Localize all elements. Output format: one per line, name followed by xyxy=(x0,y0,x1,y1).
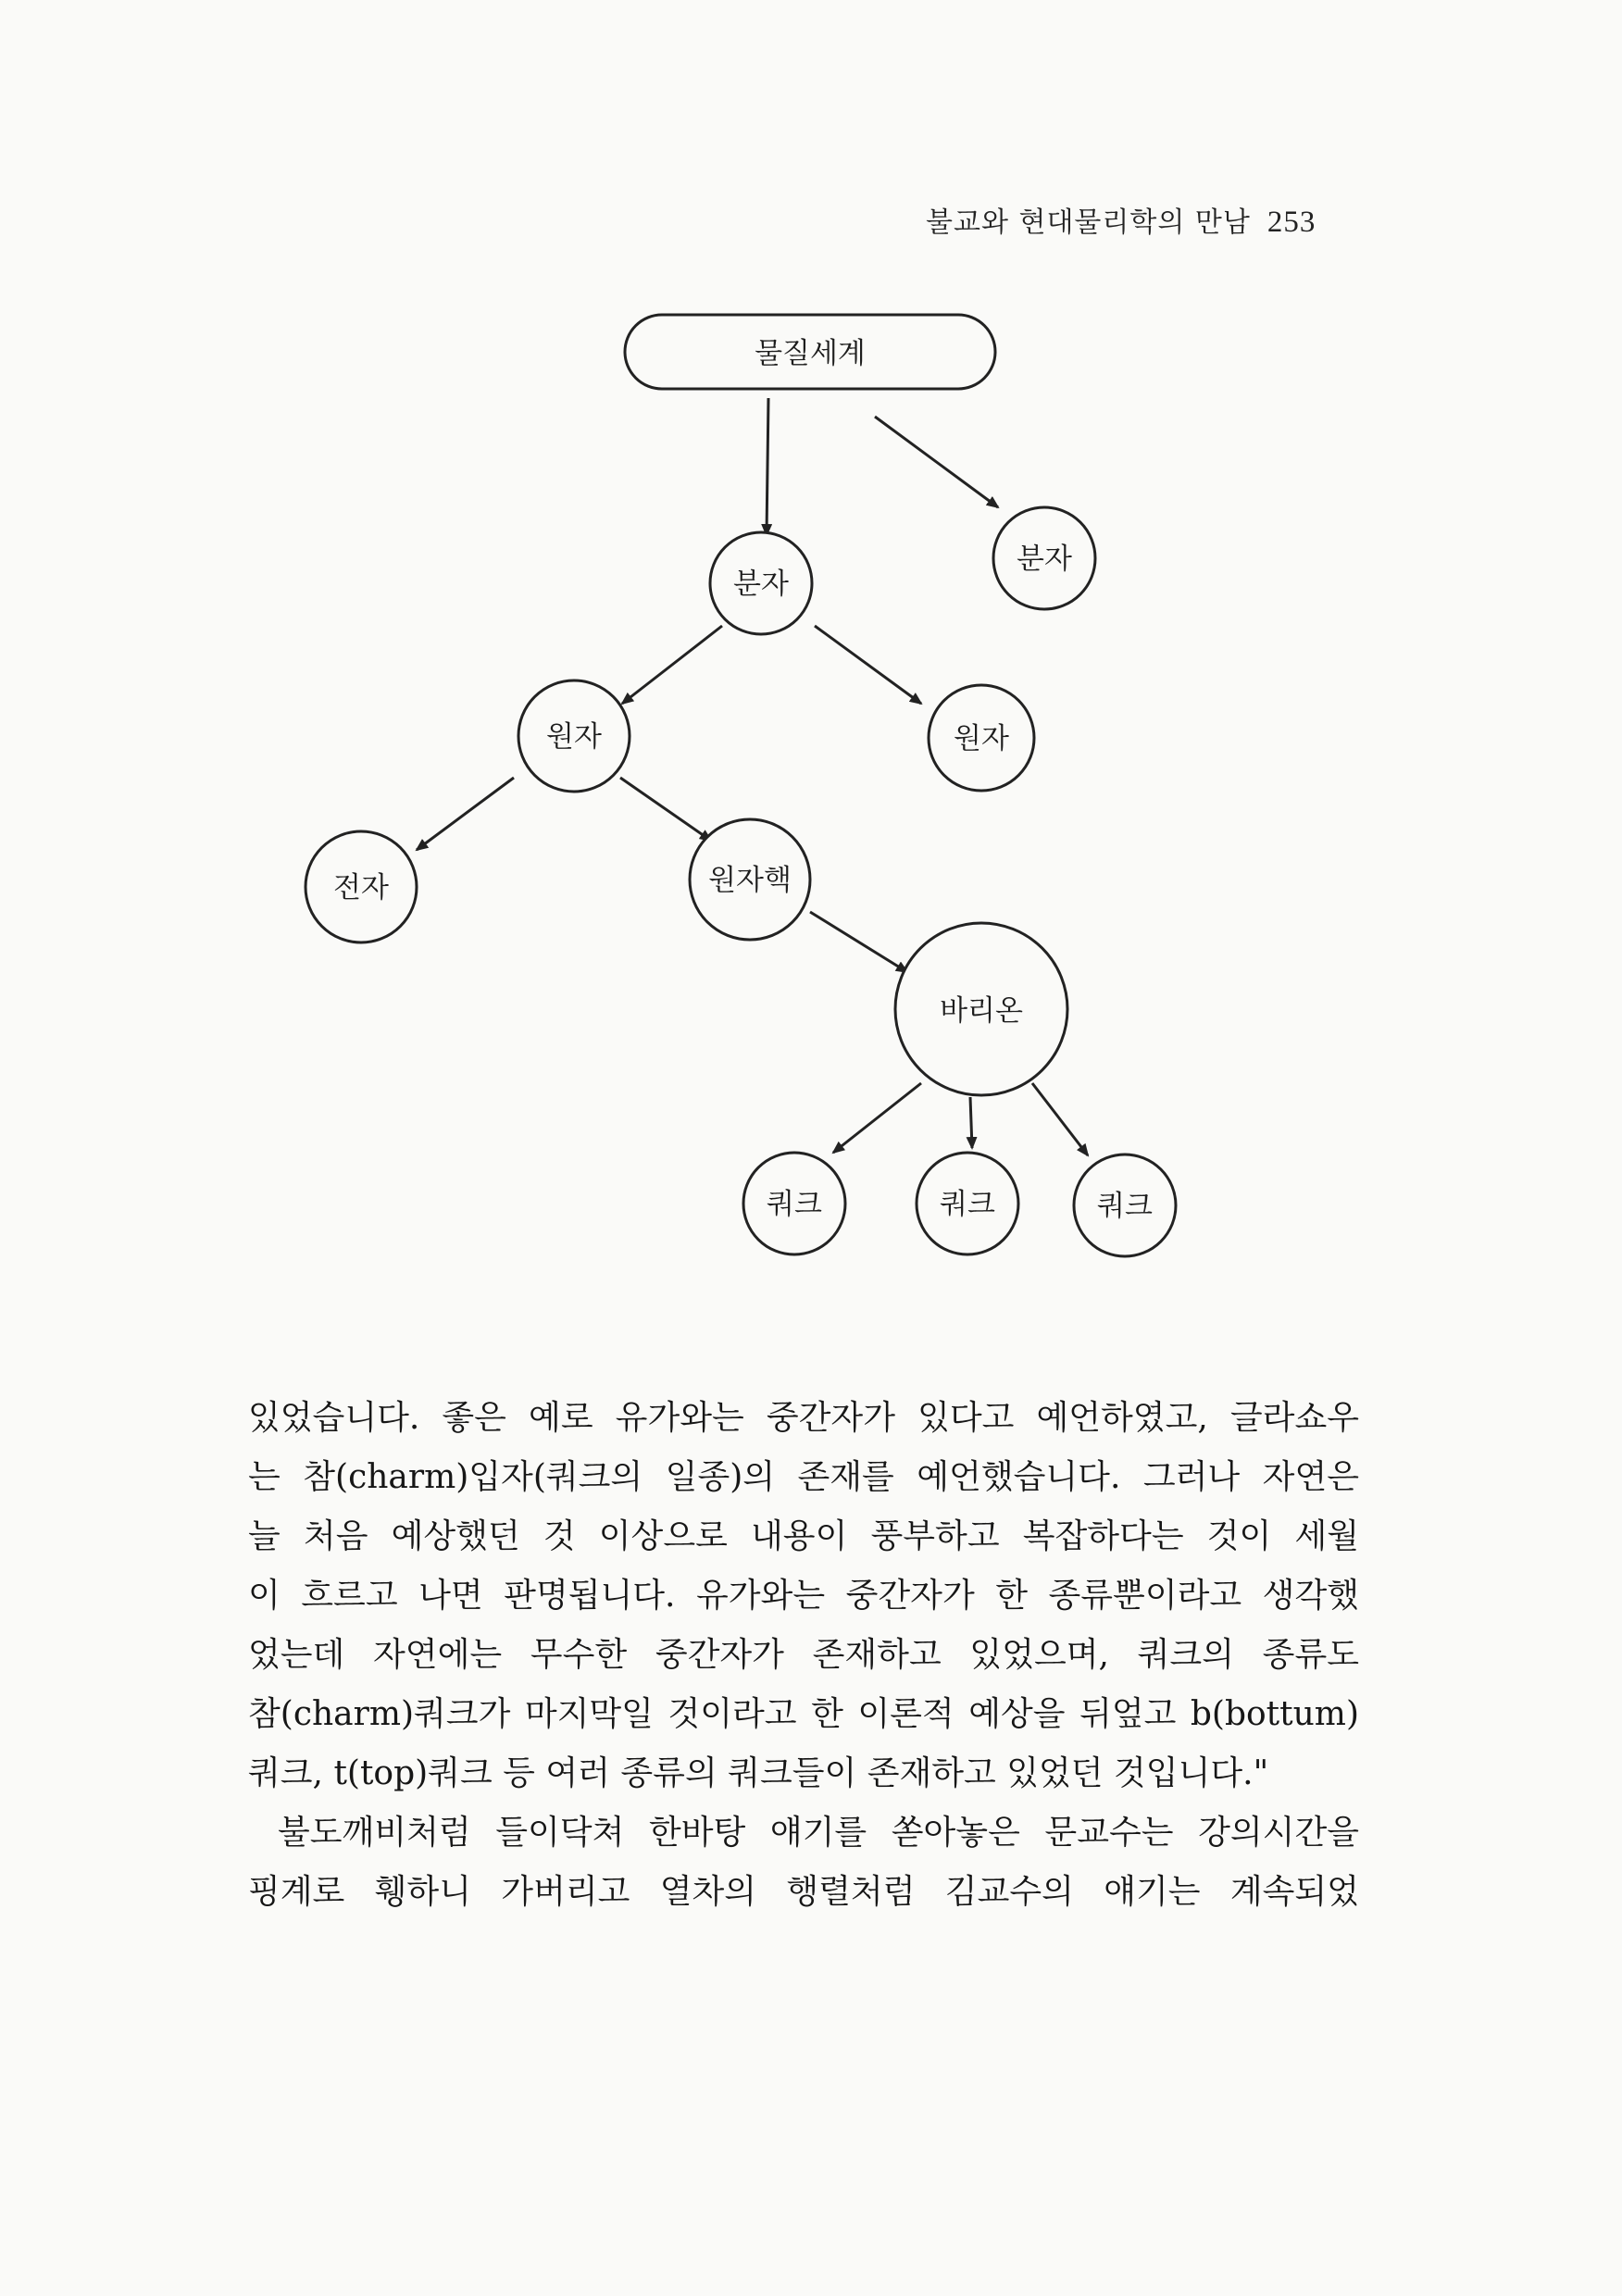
body-line: 었는데 자연에는 무수한 중간자가 존재하고 있었으며, 쿼크의 종류도 xyxy=(248,1636,1359,1674)
arrow-nucleus-to-baryon xyxy=(810,912,907,972)
body-line: 참(charm)쿼크가 마지막일 것이라고 한 이론적 예상을 뒤엎고 b(bottum) xyxy=(248,1695,1359,1733)
electron-label: 전자 xyxy=(333,871,389,905)
body-line: 는 참(charm)입자(쿼크의 일종)의 존재를 예언했습니다. 그러나 자연은 xyxy=(248,1458,1359,1496)
molecule-left-label: 분자 xyxy=(733,568,789,601)
baryon-label: 바리온 xyxy=(940,994,1023,1028)
arrow-molecule-to-atom-left xyxy=(622,626,722,704)
arrow-molecule-to-atom-right xyxy=(815,626,921,704)
quark-2-label: 쿼크 xyxy=(940,1188,995,1221)
body-text xyxy=(248,1389,1359,1922)
body-line: 있었습니다. 좋은 예로 유가와는 중간자가 있다고 예언하였고, 글라쇼우 xyxy=(248,1399,1359,1437)
body-line: 불도깨비처럼 들이닥쳐 한바탕 얘기를 쏟아놓은 문교수는 강의시간을 xyxy=(278,1814,1359,1852)
quark-1-label: 쿼크 xyxy=(767,1188,822,1221)
body-line: 이 흐르고 나면 판명됩니다. 유가와는 중간자가 한 종류뿐이라고 생각했 xyxy=(248,1577,1359,1615)
running-title: 불교와 현대물리학의 만남 xyxy=(926,206,1251,239)
atom-left-label: 원자 xyxy=(546,720,602,754)
body-line: 쿼크, t(top)쿼크 등 여러 종류의 쿼크들이 존재하고 있었던 것입니다." xyxy=(248,1754,1269,1792)
arrow-baryon-to-quark-2 xyxy=(970,1097,972,1148)
nucleus-label: 원자핵 xyxy=(708,864,792,897)
arrow-root-to-molecule-left xyxy=(767,398,768,535)
arrow-baryon-to-quark-3 xyxy=(1032,1083,1088,1155)
arrow-baryon-to-quark-1 xyxy=(833,1083,921,1153)
quark-3-label: 쿼크 xyxy=(1097,1190,1153,1223)
arrow-root-to-molecule-right xyxy=(875,417,998,507)
atom-right-label: 원자 xyxy=(954,722,1009,755)
arrow-atom-to-electron xyxy=(417,778,514,850)
molecule-right-label: 분자 xyxy=(1017,543,1072,576)
arrow-atom-to-nucleus xyxy=(620,778,711,841)
page-number: 253 xyxy=(1266,206,1316,239)
body-line: 늘 처음 예상했던 것 이상으로 내용이 풍부하고 복잡하다는 것이 세월 xyxy=(248,1517,1359,1555)
root-label: 물질세계 xyxy=(755,337,866,370)
body-line: 핑계로 휑하니 가버리고 열차의 행렬처럼 김교수의 얘기는 계속되었 xyxy=(248,1873,1359,1911)
